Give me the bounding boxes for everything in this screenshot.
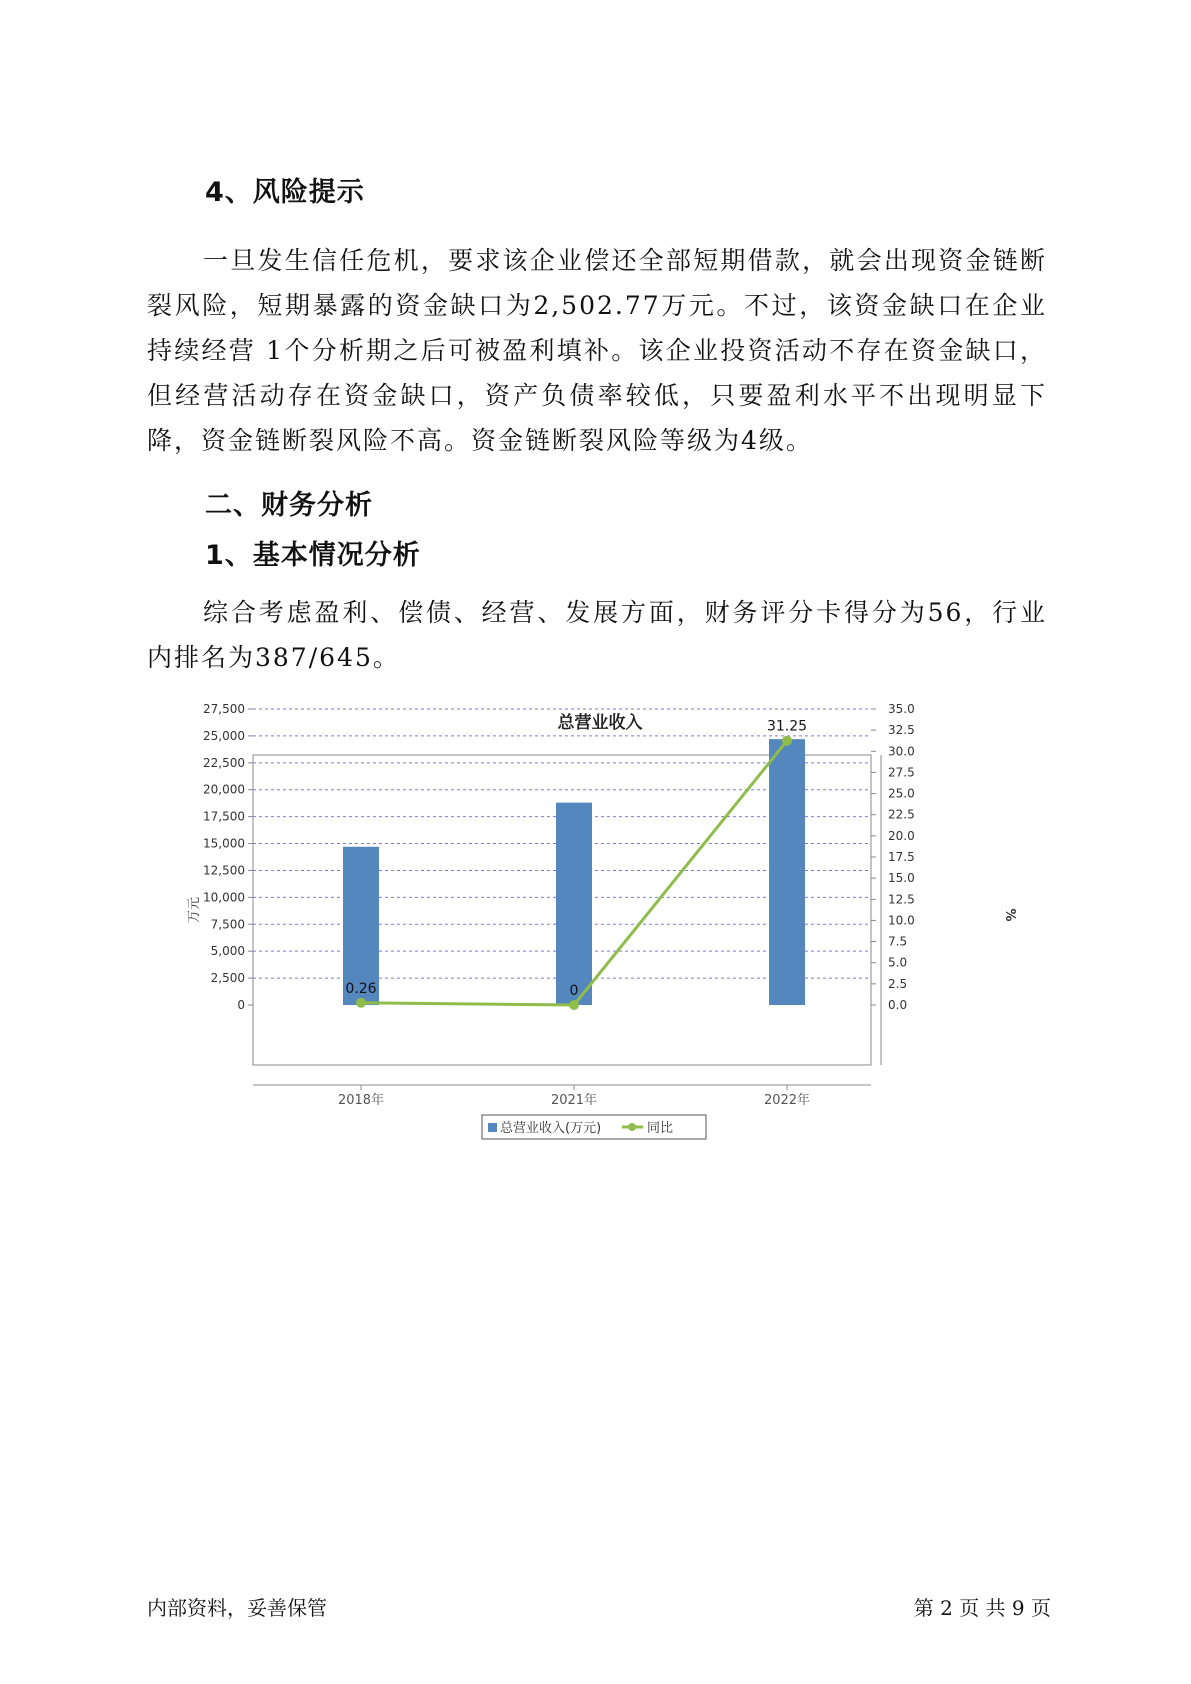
score-paragraph: 综合考虑盈利、偿债、经营、发展方面，财务评分卡得分为56，行业内排名为387/645。 xyxy=(147,598,1047,672)
y-right-tick-label: 12.5 xyxy=(888,892,915,907)
y-right-tick-label: 15.0 xyxy=(888,871,915,886)
basic-analysis-heading: 1、基本情况分析 xyxy=(205,540,421,571)
y-tick-label: 10,000 xyxy=(203,890,245,905)
x-axis-labels xyxy=(338,1085,810,1108)
y-tick-label: 27,500 xyxy=(203,702,245,716)
x-tick-label: 2021年 xyxy=(550,1093,598,1108)
risk-paragraph: 一旦发生信任危机，要求该企业偿还全部短期借款，就会出现资金链断裂风险，短期暴露的资金缺口为2,502.77万元。不过，该资金缺口在企业持续经营 1个分析期之后可被盈利填补。该企业投资活动不存在资金缺口，但经营活动存在资金缺口，资产负债率较低，只要盈利水平不出现明显下降，资金链断裂风险不高。资金链断裂风险等级为4级。 xyxy=(147,246,1047,455)
left-axis-ticks xyxy=(203,702,253,1012)
risk-heading: 4、风险提示 xyxy=(205,177,365,208)
legend-line-label: 同比 xyxy=(647,1121,674,1136)
x-tick-label: 2018年 xyxy=(337,1093,385,1108)
footer-confidential: 内部资料，妥善保管 xyxy=(147,1596,327,1620)
y-right-tick-label: 30.0 xyxy=(888,744,915,759)
y-right-tick-label: 22.5 xyxy=(888,807,915,822)
right-axis-ticks xyxy=(871,702,915,1065)
y-tick-label: 2,500 xyxy=(210,971,245,986)
y-right-tick-label: 0.0 xyxy=(888,998,908,1012)
y-right-tick-label: 35.0 xyxy=(888,702,915,716)
legend-bar-swatch xyxy=(488,1123,497,1132)
y-tick-label: 17,500 xyxy=(203,809,245,824)
y-tick-label: 12,500 xyxy=(203,863,245,878)
y-tick-label: 20,000 xyxy=(203,782,245,797)
y-tick-label: 15,000 xyxy=(203,836,245,851)
y-right-tick-label: 27.5 xyxy=(888,765,915,780)
bar-2022年 xyxy=(769,739,805,1005)
left-axis-label: 万元 xyxy=(187,896,202,924)
y-tick-label: 0 xyxy=(237,998,245,1012)
right-axis-label: % xyxy=(1002,908,1017,922)
legend-bar-label: 总营业收入(万元) xyxy=(500,1121,602,1136)
y-tick-label: 5,000 xyxy=(210,944,245,959)
y-right-tick-label: 20.0 xyxy=(888,828,915,843)
y-tick-label: 22,500 xyxy=(203,755,245,770)
y-right-tick-label: 10.0 xyxy=(888,913,915,928)
yoy-data-label: 31.25 xyxy=(766,718,808,735)
yoy-data-label: 0.26 xyxy=(345,980,377,997)
yoy-point-2021年 xyxy=(569,1000,579,1010)
revenue-chart xyxy=(180,700,1020,1170)
y-tick-label: 25,000 xyxy=(203,728,245,743)
y-tick-label: 7,500 xyxy=(210,917,245,932)
legend-line-marker xyxy=(628,1123,636,1131)
yoy-data-label: 0 xyxy=(569,983,579,999)
yoy-point-2018年 xyxy=(356,998,366,1008)
chart-legend xyxy=(482,1115,706,1139)
finance-heading: 二、财务分析 xyxy=(205,490,373,521)
x-tick-label: 2022年 xyxy=(763,1093,811,1108)
footer-page-number: 第 2 页 共 9 页 xyxy=(913,1596,1051,1620)
bar-2021年 xyxy=(556,803,592,1005)
y-right-tick-label: 25.0 xyxy=(888,786,915,801)
y-right-tick-label: 17.5 xyxy=(888,850,915,864)
y-right-tick-label: 2.5 xyxy=(888,976,908,991)
yoy-point-2022年 xyxy=(782,736,792,746)
y-right-tick-label: 32.5 xyxy=(888,723,915,738)
bars-layer xyxy=(343,739,805,1005)
y-right-tick-label: 5.0 xyxy=(888,955,908,970)
chart-title: 总营业收入 xyxy=(557,713,643,733)
revenue-chart-svg xyxy=(180,700,1020,1170)
y-right-tick-label: 7.5 xyxy=(888,934,908,949)
